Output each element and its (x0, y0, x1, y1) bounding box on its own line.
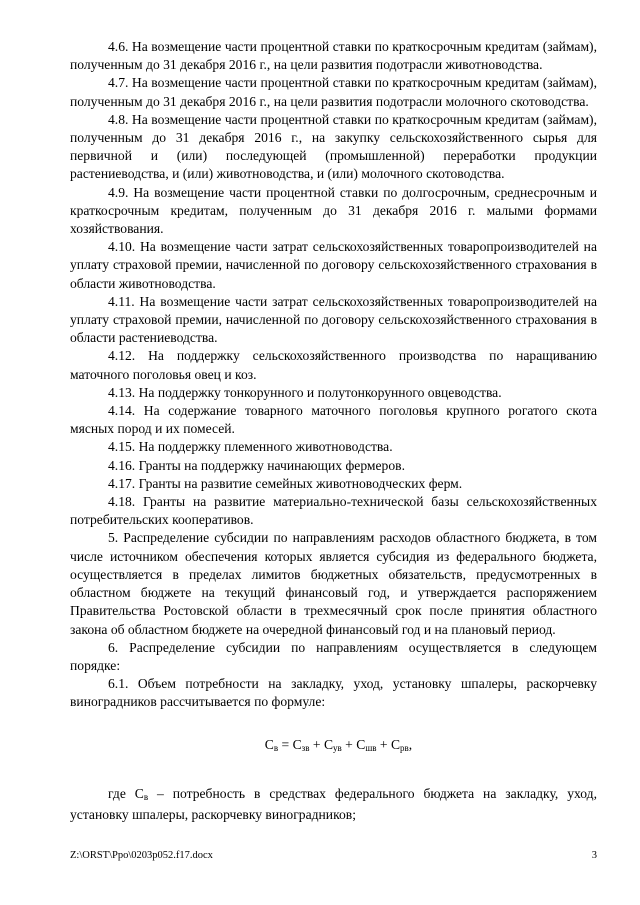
formula-tail: , (408, 736, 413, 752)
file-path: Z:\ORST\Ppo\0203p052.f17.docx (70, 850, 213, 861)
formula-term-3-sub: шв (365, 742, 377, 753)
paragraph-6: 6. Распределение субсидии по направлениям осуществляется в следующем порядке: (70, 639, 597, 673)
formula-term-4: С (390, 736, 401, 752)
definition-sub: в (143, 791, 149, 802)
formula (70, 736, 597, 757)
paragraph-4-10: 4.10. На возмещение части затрат сельскохозяйственных товаропроизводителей на уплату страховой премии, начисленной по договору сельскохозяйственного страхования в области животноводства. (70, 239, 597, 291)
paragraph-4-6: 4.6. На возмещение части процентной ставки по краткосрочным кредитам (займам), полученным до 31 декабря 2016 г., на цели развития подотрасли животноводства. (70, 39, 597, 73)
page-number: 3 (591, 850, 597, 861)
paragraph-4-15: 4.15. На поддержку племенного животноводства. (108, 439, 393, 455)
definition-paragraph (70, 785, 597, 824)
paragraph-4-14: 4.14. На содержание товарного маточного поголовья крупного рогатого скота мясных пород и их помесей. (70, 403, 597, 437)
formula-plus-1: + (309, 736, 324, 752)
formula-term-2-sub: ув (333, 742, 342, 753)
formula-plus-3: + (376, 736, 391, 752)
paragraph-4-12: 4.12. На поддержку сельскохозяйственного производства по наращиванию маточного поголовья овец и коз. (70, 348, 597, 382)
paragraph-4-8: 4.8. На возмещение части процентной ставки по краткосрочным кредитам (займам), полученным до 31 декабря 2016 г., на закупку сельскохозяйственного сырья для первичной и (или) последующей (промышленной) переработки продукции растениеводства, и (или) животноводства, и (или) молочного скотоводства. (70, 111, 597, 182)
paragraph-4-11: 4.11. На возмещение части затрат сельскохозяйственных товаропроизводителей на уплату страховой премии, начисленной по договору сельскохозяйственного страхования в области растениеводства. (70, 293, 597, 346)
paragraph-5: 5. Распределение субсидии по направлениям расходов областного бюджета, в том числе источником обеспечения которых является субсидия из федерального бюджета, осуществляется в пределах лимитов бюджетных обязательств, предусмотренных в областном бюджете на текущий финансовый год, и утверждается распоряжением Правительства Ростовской области в трехмесячный срок после принятия областного закона об областном бюджете на очередной финансовый год и на плановый период. (70, 530, 597, 637)
formula-lhs: С (264, 736, 274, 752)
paragraph-4-17: 4.17. Гранты на развитие семейных животноводческих ферм. (108, 475, 463, 491)
paragraph-4-16: 4.16. Гранты на поддержку начинающих фермеров. (108, 457, 405, 473)
paragraph-4-18: 4.18. Гранты на развитие материально-технической базы сельскохозяйственных потребительских кооперативов. (70, 494, 597, 528)
formula-plus-2: + (341, 736, 357, 752)
formula-term-1: С (292, 736, 302, 752)
document-body (70, 38, 597, 824)
formula-term-2: С (323, 736, 334, 752)
formula-term-3: С (356, 736, 366, 752)
paragraph-4-7: 4.7. На возмещение части процентной ставки по краткосрочным кредитам (займам), полученным до 31 декабря 2016 г., на цели развития подотрасли молочного скотоводства. (70, 75, 597, 109)
formula-term-4-sub: рв (400, 742, 409, 753)
formula-term-1-sub: зв (301, 742, 310, 753)
page-footer (70, 850, 597, 861)
paragraph-4-13: 4.13. На поддержку тонкорунного и полутонкорунного овцеводства. (108, 384, 502, 400)
formula-lhs-sub: в (273, 742, 279, 753)
definition-prefix: где С (108, 785, 144, 801)
paragraph-6-1: 6.1. Объем потребности на закладку, уход, установку шпалеры, раскорчевку виноградников рассчитывается по формуле: (70, 676, 597, 710)
paragraph-4-9: 4.9. На возмещение части процентной ставки по долгосрочным, среднесрочным и краткосрочным кредитам, полученным до 31 декабря 2016 г. малыми формами хозяйствования. (70, 184, 597, 237)
formula-equals: = (278, 736, 293, 752)
definition-text: – потребность в средствах федерального бюджета на закладку, уход, установку шпалеры, раскорчевку виноградников; (70, 785, 597, 822)
